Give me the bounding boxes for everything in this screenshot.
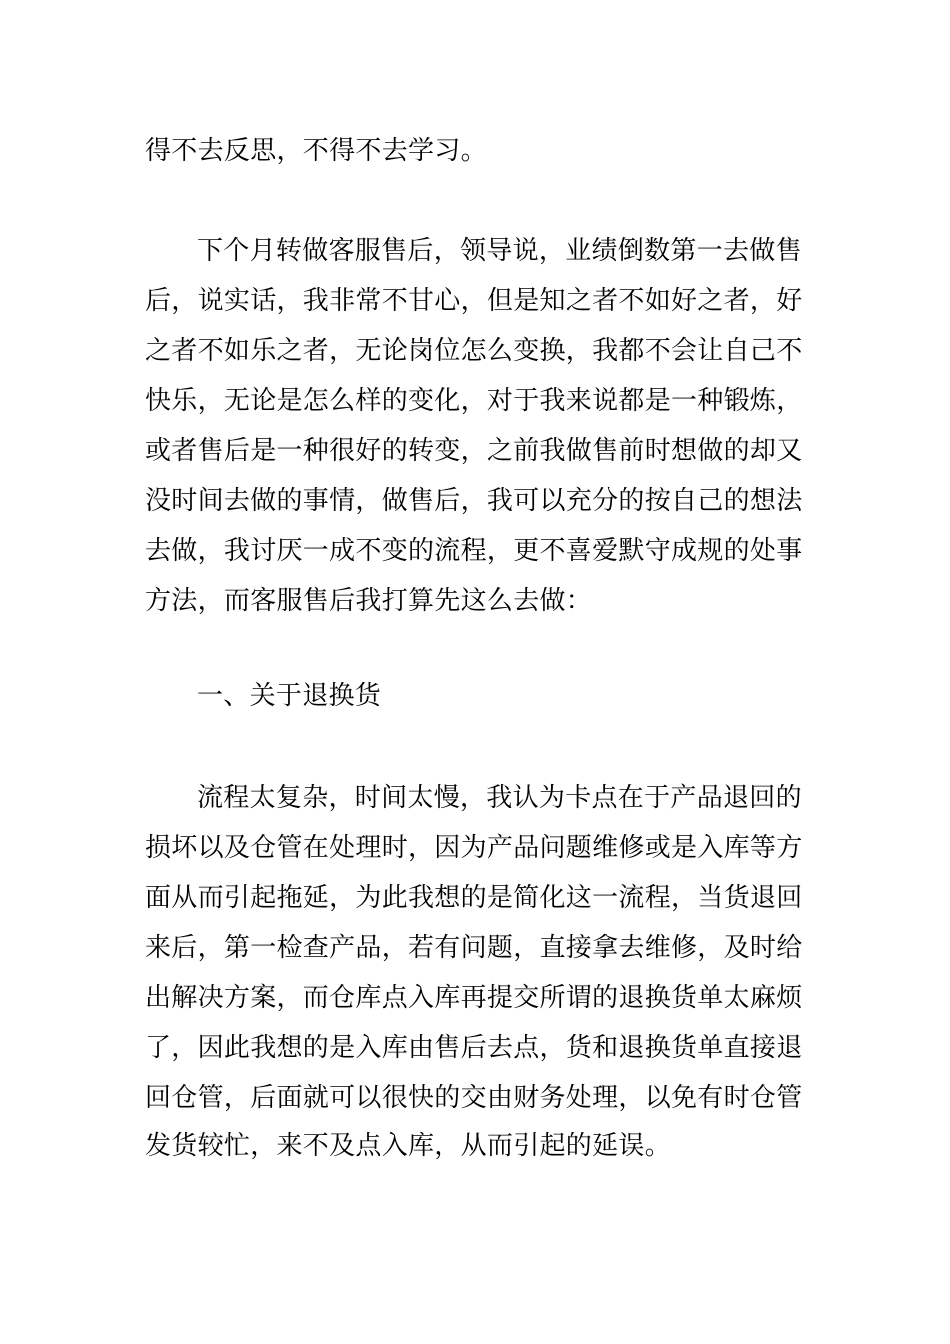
text-line: 没时间去做的事情，做售后，我可以充分的按自己的想法 — [145, 486, 803, 516]
text-line: 快乐，无论是怎么样的变化，对于我来说都是一种锻炼， — [145, 386, 803, 416]
text-line: 来后，第一检查产品，若有问题，直接拿去维修，及时给 — [145, 933, 803, 963]
text-line: 出解决方案，而仓库点入库再提交所谓的退换货单太麻烦 — [145, 983, 803, 1013]
text-line: 了，因此我想的是入库由售后去点，货和退换货单直接退 — [145, 1033, 803, 1063]
text-line: 流程太复杂，时间太慢，我认为卡点在于产品退回的 — [197, 783, 802, 813]
text-line: 之者不如乐之者，无论岗位怎么变换，我都不会让自己不 — [145, 336, 803, 366]
text-line: 去做，我讨厌一成不变的流程，更不喜爱默守成规的处事 — [145, 536, 803, 566]
text-line: 发货较忙，来不及点入库，从而引起的延误。 — [145, 1131, 672, 1161]
text-line: 方法，而客服售后我打算先这么去做： — [145, 586, 593, 616]
text-line: 回仓管，后面就可以很快的交由财务处理，以免有时仓管 — [145, 1083, 803, 1113]
text-line: 下个月转做客服售后，领导说，业绩倒数第一去做售 — [197, 236, 802, 266]
text-line: 得不去反思，不得不去学习。 — [145, 136, 487, 166]
text-line: 后，说实话，我非常不甘心，但是知之者不如好之者，好 — [145, 286, 803, 316]
text-line: 或者售后是一种很好的转变，之前我做售前时想做的却又 — [145, 436, 803, 466]
text-line: 面从而引起拖延，为此我想的是简化这一流程，当货退回 — [145, 883, 803, 913]
text-line: 损坏以及仓管在处理时，因为产品问题维修或是入库等方 — [145, 833, 803, 863]
section-heading: 一、关于退换货 — [197, 681, 382, 711]
